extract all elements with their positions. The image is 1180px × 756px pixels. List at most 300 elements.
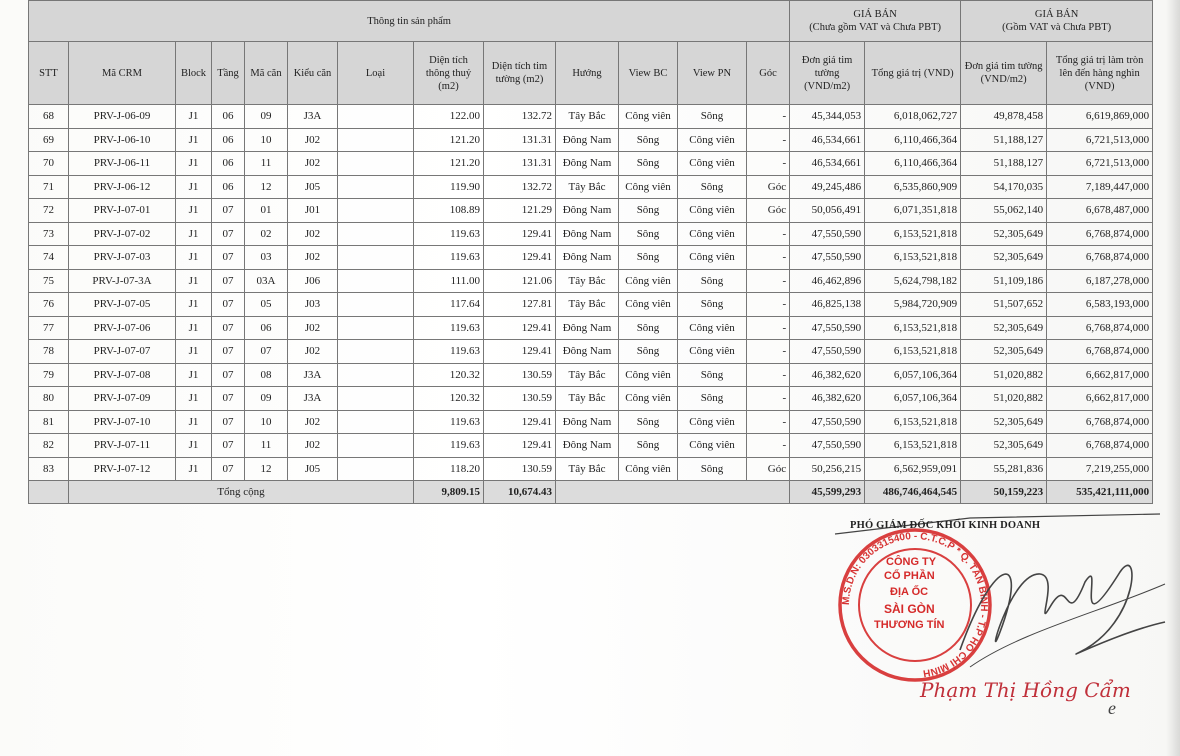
table-row (29, 457, 1153, 481)
cell-stt: 76 (29, 293, 69, 317)
col-header-kieu-can: Kiểu căn (288, 42, 338, 105)
cell-bc: Sông (619, 246, 678, 270)
cell-tg1: 6,110,466,364 (865, 152, 961, 176)
cell-dg2: 55,281,836 (961, 457, 1047, 481)
cell-loai (338, 199, 414, 223)
cell-goc: - (747, 387, 790, 411)
col-header-tong-gia-excl: Tổng giá trị (VND) (865, 42, 961, 105)
cell-kieu: J02 (288, 340, 338, 364)
cell-loai (338, 316, 414, 340)
cell-bc: Sông (619, 199, 678, 223)
cell-block: J1 (176, 316, 212, 340)
cell-dg1: 46,534,661 (790, 152, 865, 176)
cell-macan: 07 (245, 340, 288, 364)
cell-block: J1 (176, 410, 212, 434)
cell-bc: Công viên (619, 293, 678, 317)
svg-text:M.S.D.N: 0303315400 - C.T.C.P: M.S.D.N: 0303315400 - C.T.C.P * Q. TÂN BÌNH - T.P HỒ CHÍ MINH (840, 530, 990, 679)
cell-goc: - (747, 340, 790, 364)
cell-tg2: 6,662,817,000 (1047, 363, 1153, 387)
cell-tg1: 6,153,521,818 (865, 410, 961, 434)
cell-huong: Tây Bắc (556, 387, 619, 411)
cell-tim: 130.59 (484, 387, 556, 411)
cell-stt: 78 (29, 340, 69, 364)
cell-tang: 06 (212, 175, 245, 199)
cell-tg1: 6,535,860,909 (865, 175, 961, 199)
cell-block: J1 (176, 199, 212, 223)
cell-dg1: 47,550,590 (790, 434, 865, 458)
cell-macan: 12 (245, 175, 288, 199)
cell-huong: Tây Bắc (556, 269, 619, 293)
cell-tg1: 6,153,521,818 (865, 434, 961, 458)
cell-tang: 07 (212, 434, 245, 458)
company-stamp (820, 512, 1170, 756)
cell-macan: 12 (245, 457, 288, 481)
cell-tt: 119.63 (414, 316, 484, 340)
cell-tt: 119.90 (414, 175, 484, 199)
cell-goc: - (747, 363, 790, 387)
table-row (29, 269, 1153, 293)
cell-goc: - (747, 105, 790, 129)
cell-bc: Công viên (619, 387, 678, 411)
cell-tim: 129.41 (484, 434, 556, 458)
signer-name: Phạm Thị Hồng Cẩm (920, 678, 1131, 702)
cell-huong: Đông Nam (556, 246, 619, 270)
table-row (29, 246, 1153, 270)
cell-pn: Sông (678, 293, 747, 317)
cell-loai (338, 128, 414, 152)
cell-tang: 06 (212, 128, 245, 152)
cell-tg1: 6,153,521,818 (865, 340, 961, 364)
cell-crm: PRV-J-06-09 (69, 105, 176, 129)
cell-huong: Đông Nam (556, 410, 619, 434)
table-row (29, 363, 1153, 387)
cell-huong: Tây Bắc (556, 457, 619, 481)
cell-tang: 07 (212, 410, 245, 434)
cell-tg2: 6,768,874,000 (1047, 410, 1153, 434)
cell-tt: 117.64 (414, 293, 484, 317)
cell-dg1: 47,550,590 (790, 316, 865, 340)
cell-huong: Đông Nam (556, 199, 619, 223)
cell-tg2: 6,662,817,000 (1047, 387, 1153, 411)
cell-tg2: 6,768,874,000 (1047, 340, 1153, 364)
cell-crm: PRV-J-07-02 (69, 222, 176, 246)
cell-kieu: J3A (288, 387, 338, 411)
cell-dg2: 52,305,649 (961, 410, 1047, 434)
cell-tg2: 6,768,874,000 (1047, 316, 1153, 340)
cell-dg1: 46,825,138 (790, 293, 865, 317)
cell-goc: - (747, 410, 790, 434)
cell-tg1: 6,057,106,364 (865, 387, 961, 411)
cell-tg1: 6,018,062,727 (865, 105, 961, 129)
signature-block: M.S.D.N: 0303315400 - C.T.C.P * Q. TÂN BÌNH - T.P HỒ CHÍ MINH CÔNG TY CỔ PHẦN ĐỊA ỐC SÀI GÒN THƯƠNG TÍN PHÓ GIÁM ĐỐC KHỐI KINH DOANH Phạm Thị Hồng Cẩm e (820, 512, 1170, 756)
col-header-block: Block (176, 42, 212, 105)
cell-crm: PRV-J-06-11 (69, 152, 176, 176)
cell-dg1: 47,550,590 (790, 246, 865, 270)
cell-bc: Sông (619, 316, 678, 340)
cell-tg2: 6,768,874,000 (1047, 246, 1153, 270)
table-row (29, 316, 1153, 340)
cell-tang: 06 (212, 105, 245, 129)
cell-tg1: 6,153,521,818 (865, 246, 961, 270)
cell-tim: 130.59 (484, 457, 556, 481)
cell-dg2: 55,062,140 (961, 199, 1047, 223)
col-header-dt-tim-tuong: Diện tích tim tường (m2) (484, 42, 556, 105)
cell-kieu: J02 (288, 434, 338, 458)
cell-dg2: 51,109,186 (961, 269, 1047, 293)
cell-kieu: J3A (288, 363, 338, 387)
cell-goc: - (747, 246, 790, 270)
cell-macan: 11 (245, 434, 288, 458)
cell-tim: 130.59 (484, 363, 556, 387)
cell-goc: - (747, 434, 790, 458)
cell-crm: PRV-J-07-3A (69, 269, 176, 293)
cell-tg2: 6,768,874,000 (1047, 434, 1153, 458)
cell-tt: 108.89 (414, 199, 484, 223)
table-body (29, 105, 1153, 504)
cell-loai (338, 152, 414, 176)
cell-dg1: 50,256,215 (790, 457, 865, 481)
cell-tim: 129.41 (484, 316, 556, 340)
cell-stt: 83 (29, 457, 69, 481)
table-row (29, 199, 1153, 223)
cell-tt: 121.20 (414, 128, 484, 152)
table-row (29, 128, 1153, 152)
cell-tim: 129.41 (484, 340, 556, 364)
cell-pn: Công viên (678, 316, 747, 340)
cell-tim: 132.72 (484, 175, 556, 199)
cell-kieu: J3A (288, 105, 338, 129)
cell-macan: 11 (245, 152, 288, 176)
cell-dg1: 47,550,590 (790, 222, 865, 246)
cell-loai (338, 222, 414, 246)
total-empty-cell (29, 481, 69, 504)
cell-tg1: 6,153,521,818 (865, 316, 961, 340)
cell-crm: PRV-J-07-10 (69, 410, 176, 434)
cell-tg1: 6,071,351,818 (865, 199, 961, 223)
cell-dg2: 49,878,458 (961, 105, 1047, 129)
cell-loai (338, 340, 414, 364)
cell-loai (338, 387, 414, 411)
cell-huong: Đông Nam (556, 152, 619, 176)
cell-kieu: J02 (288, 222, 338, 246)
cell-kieu: J05 (288, 175, 338, 199)
col-header-view-bc: View BC (619, 42, 678, 105)
cell-tg2: 7,219,255,000 (1047, 457, 1153, 481)
table-row (29, 152, 1153, 176)
cell-bc: Công viên (619, 175, 678, 199)
cell-stt: 69 (29, 128, 69, 152)
cell-tim: 129.41 (484, 246, 556, 270)
cell-tt: 119.63 (414, 340, 484, 364)
cell-crm: PRV-J-07-07 (69, 340, 176, 364)
cell-tim: 121.29 (484, 199, 556, 223)
cell-pn: Sông (678, 457, 747, 481)
cell-pn: Công viên (678, 410, 747, 434)
cell-crm: PRV-J-07-11 (69, 434, 176, 458)
cell-tang: 07 (212, 363, 245, 387)
cell-huong: Tây Bắc (556, 363, 619, 387)
cell-crm: PRV-J-07-03 (69, 246, 176, 270)
initial-mark: e (1108, 698, 1116, 718)
cell-huong: Tây Bắc (556, 105, 619, 129)
col-header-ma-can: Mã căn (245, 42, 288, 105)
cell-kieu: J02 (288, 410, 338, 434)
cell-tim: 127.81 (484, 293, 556, 317)
cell-block: J1 (176, 434, 212, 458)
cell-kieu: J02 (288, 316, 338, 340)
cell-stt: 80 (29, 387, 69, 411)
cell-block: J1 (176, 128, 212, 152)
cell-tt: 119.63 (414, 410, 484, 434)
cell-dg1: 45,344,053 (790, 105, 865, 129)
cell-stt: 70 (29, 152, 69, 176)
cell-macan: 06 (245, 316, 288, 340)
cell-goc: - (747, 222, 790, 246)
cell-tang: 07 (212, 457, 245, 481)
cell-bc: Sông (619, 222, 678, 246)
cell-tt: 119.63 (414, 434, 484, 458)
cell-block: J1 (176, 363, 212, 387)
cell-stt: 68 (29, 105, 69, 129)
group-header-price-excl-vat: GIÁ BÁN (Chưa gồm VAT và Chưa PBT) (790, 1, 961, 42)
total-row (29, 481, 1153, 504)
cell-tim: 131.31 (484, 128, 556, 152)
cell-bc: Sông (619, 434, 678, 458)
cell-bc: Sông (619, 410, 678, 434)
cell-bc: Sông (619, 128, 678, 152)
total-tong-gia-excl: 486,746,464,545 (865, 481, 961, 504)
cell-tg1: 6,110,466,364 (865, 128, 961, 152)
cell-tang: 07 (212, 293, 245, 317)
cell-tt: 118.20 (414, 457, 484, 481)
cell-tg1: 6,057,106,364 (865, 363, 961, 387)
cell-dg1: 50,056,491 (790, 199, 865, 223)
table-row (29, 293, 1153, 317)
cell-tim: 121.06 (484, 269, 556, 293)
cell-kieu: J02 (288, 152, 338, 176)
cell-tg1: 5,624,798,182 (865, 269, 961, 293)
cell-macan: 05 (245, 293, 288, 317)
cell-tg2: 6,678,487,000 (1047, 199, 1153, 223)
cell-macan: 10 (245, 410, 288, 434)
cell-dg1: 47,550,590 (790, 410, 865, 434)
cell-pn: Công viên (678, 434, 747, 458)
cell-tg2: 6,768,874,000 (1047, 222, 1153, 246)
cell-pn: Công viên (678, 199, 747, 223)
cell-crm: PRV-J-07-12 (69, 457, 176, 481)
cell-dg2: 51,507,652 (961, 293, 1047, 317)
cell-loai (338, 457, 414, 481)
cell-pn: Công viên (678, 128, 747, 152)
cell-tang: 07 (212, 199, 245, 223)
col-header-don-gia-excl: Đơn giá tim tường (VND/m2) (790, 42, 865, 105)
cell-huong: Đông Nam (556, 434, 619, 458)
cell-stt: 75 (29, 269, 69, 293)
cell-macan: 03 (245, 246, 288, 270)
table-row (29, 340, 1153, 364)
cell-goc: - (747, 128, 790, 152)
cell-macan: 09 (245, 105, 288, 129)
col-header-huong: Hướng (556, 42, 619, 105)
cell-tim: 132.72 (484, 105, 556, 129)
cell-block: J1 (176, 457, 212, 481)
group-header-price-incl-vat: GIÁ BÁN (Gồm VAT và Chưa PBT) (961, 1, 1153, 42)
cell-macan: 08 (245, 363, 288, 387)
cell-huong: Đông Nam (556, 222, 619, 246)
cell-block: J1 (176, 246, 212, 270)
cell-crm: PRV-J-07-01 (69, 199, 176, 223)
cell-dg1: 47,550,590 (790, 340, 865, 364)
cell-bc: Công viên (619, 269, 678, 293)
cell-goc: - (747, 316, 790, 340)
cell-crm: PRV-J-06-12 (69, 175, 176, 199)
col-header-ma-crm: Mã CRM (69, 42, 176, 105)
cell-loai (338, 293, 414, 317)
cell-stt: 71 (29, 175, 69, 199)
cell-block: J1 (176, 387, 212, 411)
cell-tang: 07 (212, 316, 245, 340)
cell-huong: Đông Nam (556, 340, 619, 364)
cell-stt: 81 (29, 410, 69, 434)
cell-macan: 02 (245, 222, 288, 246)
cell-block: J1 (176, 222, 212, 246)
cell-tt: 121.20 (414, 152, 484, 176)
cell-pn: Sông (678, 387, 747, 411)
cell-stt: 77 (29, 316, 69, 340)
cell-loai (338, 363, 414, 387)
group-header-product-info: Thông tin sản phẩm (29, 1, 790, 42)
price-table (28, 0, 1153, 504)
cell-huong: Đông Nam (556, 128, 619, 152)
table-row (29, 222, 1153, 246)
cell-tg1: 6,562,959,091 (865, 457, 961, 481)
cell-tt: 119.63 (414, 222, 484, 246)
total-dt-thong-thuy: 9,809.15 (414, 481, 484, 504)
cell-dg2: 52,305,649 (961, 222, 1047, 246)
total-tong-gia-incl: 535,421,111,000 (1047, 481, 1153, 504)
cell-dg1: 49,245,486 (790, 175, 865, 199)
cell-loai (338, 434, 414, 458)
cell-goc: Góc (747, 199, 790, 223)
cell-kieu: J05 (288, 457, 338, 481)
cell-dg2: 51,188,127 (961, 152, 1047, 176)
cell-stt: 74 (29, 246, 69, 270)
cell-bc: Công viên (619, 105, 678, 129)
cell-macan: 03A (245, 269, 288, 293)
page-edge-shadow (1166, 0, 1180, 756)
cell-kieu: J03 (288, 293, 338, 317)
total-don-gia-incl: 50,159,223 (961, 481, 1047, 504)
cell-dg2: 52,305,649 (961, 316, 1047, 340)
cell-tt: 119.63 (414, 246, 484, 270)
cell-bc: Công viên (619, 363, 678, 387)
cell-stt: 82 (29, 434, 69, 458)
cell-crm: PRV-J-07-06 (69, 316, 176, 340)
cell-tim: 129.41 (484, 410, 556, 434)
cell-loai (338, 410, 414, 434)
cell-stt: 79 (29, 363, 69, 387)
signer-title: PHÓ GIÁM ĐỐC KHỐI KINH DOANH (850, 520, 1041, 531)
cell-tang: 07 (212, 387, 245, 411)
cell-pn: Sông (678, 269, 747, 293)
cell-goc: Góc (747, 175, 790, 199)
cell-tang: 07 (212, 269, 245, 293)
cell-dg1: 46,534,661 (790, 128, 865, 152)
cell-goc: - (747, 293, 790, 317)
cell-huong: Đông Nam (556, 316, 619, 340)
cell-pn: Sông (678, 105, 747, 129)
cell-loai (338, 175, 414, 199)
table-row (29, 410, 1153, 434)
cell-goc: Góc (747, 457, 790, 481)
cell-bc: Công viên (619, 457, 678, 481)
cell-bc: Sông (619, 340, 678, 364)
col-header-loai: Loại (338, 42, 414, 105)
cell-crm: PRV-J-07-05 (69, 293, 176, 317)
cell-block: J1 (176, 340, 212, 364)
cell-loai (338, 246, 414, 270)
cell-dg1: 46,382,620 (790, 363, 865, 387)
cell-dg2: 51,188,127 (961, 128, 1047, 152)
total-don-gia-excl: 45,599,293 (790, 481, 865, 504)
cell-block: J1 (176, 152, 212, 176)
col-header-dt-thong-thuy: Diện tích thông thuỷ (m2) (414, 42, 484, 105)
cell-tg1: 6,153,521,818 (865, 222, 961, 246)
cell-macan: 10 (245, 128, 288, 152)
cell-tang: 06 (212, 152, 245, 176)
cell-goc: - (747, 152, 790, 176)
table-row (29, 387, 1153, 411)
cell-pn: Sông (678, 363, 747, 387)
cell-pn: Công viên (678, 340, 747, 364)
table-row (29, 434, 1153, 458)
cell-loai (338, 105, 414, 129)
cell-pn: Sông (678, 175, 747, 199)
table-header (29, 1, 1153, 105)
cell-tg2: 6,619,869,000 (1047, 105, 1153, 129)
col-header-goc: Góc (747, 42, 790, 105)
cell-dg2: 54,170,035 (961, 175, 1047, 199)
cell-crm: PRV-J-06-10 (69, 128, 176, 152)
cell-tt: 120.32 (414, 387, 484, 411)
cell-tg2: 7,189,447,000 (1047, 175, 1153, 199)
cell-kieu: J02 (288, 246, 338, 270)
cell-dg2: 52,305,649 (961, 340, 1047, 364)
cell-block: J1 (176, 269, 212, 293)
cell-pn: Công viên (678, 222, 747, 246)
cell-tt: 122.00 (414, 105, 484, 129)
cell-crm: PRV-J-07-09 (69, 387, 176, 411)
cell-dg1: 46,462,896 (790, 269, 865, 293)
cell-tg2: 6,583,193,000 (1047, 293, 1153, 317)
cell-tg2: 6,721,513,000 (1047, 152, 1153, 176)
col-header-tang: Tầng (212, 42, 245, 105)
total-empty-cell (556, 481, 790, 504)
cell-tang: 07 (212, 246, 245, 270)
col-header-don-gia-incl: Đơn giá tim tường (VND/m2) (961, 42, 1047, 105)
cell-bc: Sông (619, 152, 678, 176)
cell-kieu: J06 (288, 269, 338, 293)
cell-tg2: 6,721,513,000 (1047, 128, 1153, 152)
cell-tim: 131.31 (484, 152, 556, 176)
col-header-tong-gia-incl: Tổng giá trị làm tròn lên đến hàng nghìn (VND) (1047, 42, 1153, 105)
cell-macan: 01 (245, 199, 288, 223)
cell-loai (338, 269, 414, 293)
cell-pn: Công viên (678, 152, 747, 176)
cell-tim: 129.41 (484, 222, 556, 246)
col-header-stt: STT (29, 42, 69, 105)
cell-tt: 120.32 (414, 363, 484, 387)
